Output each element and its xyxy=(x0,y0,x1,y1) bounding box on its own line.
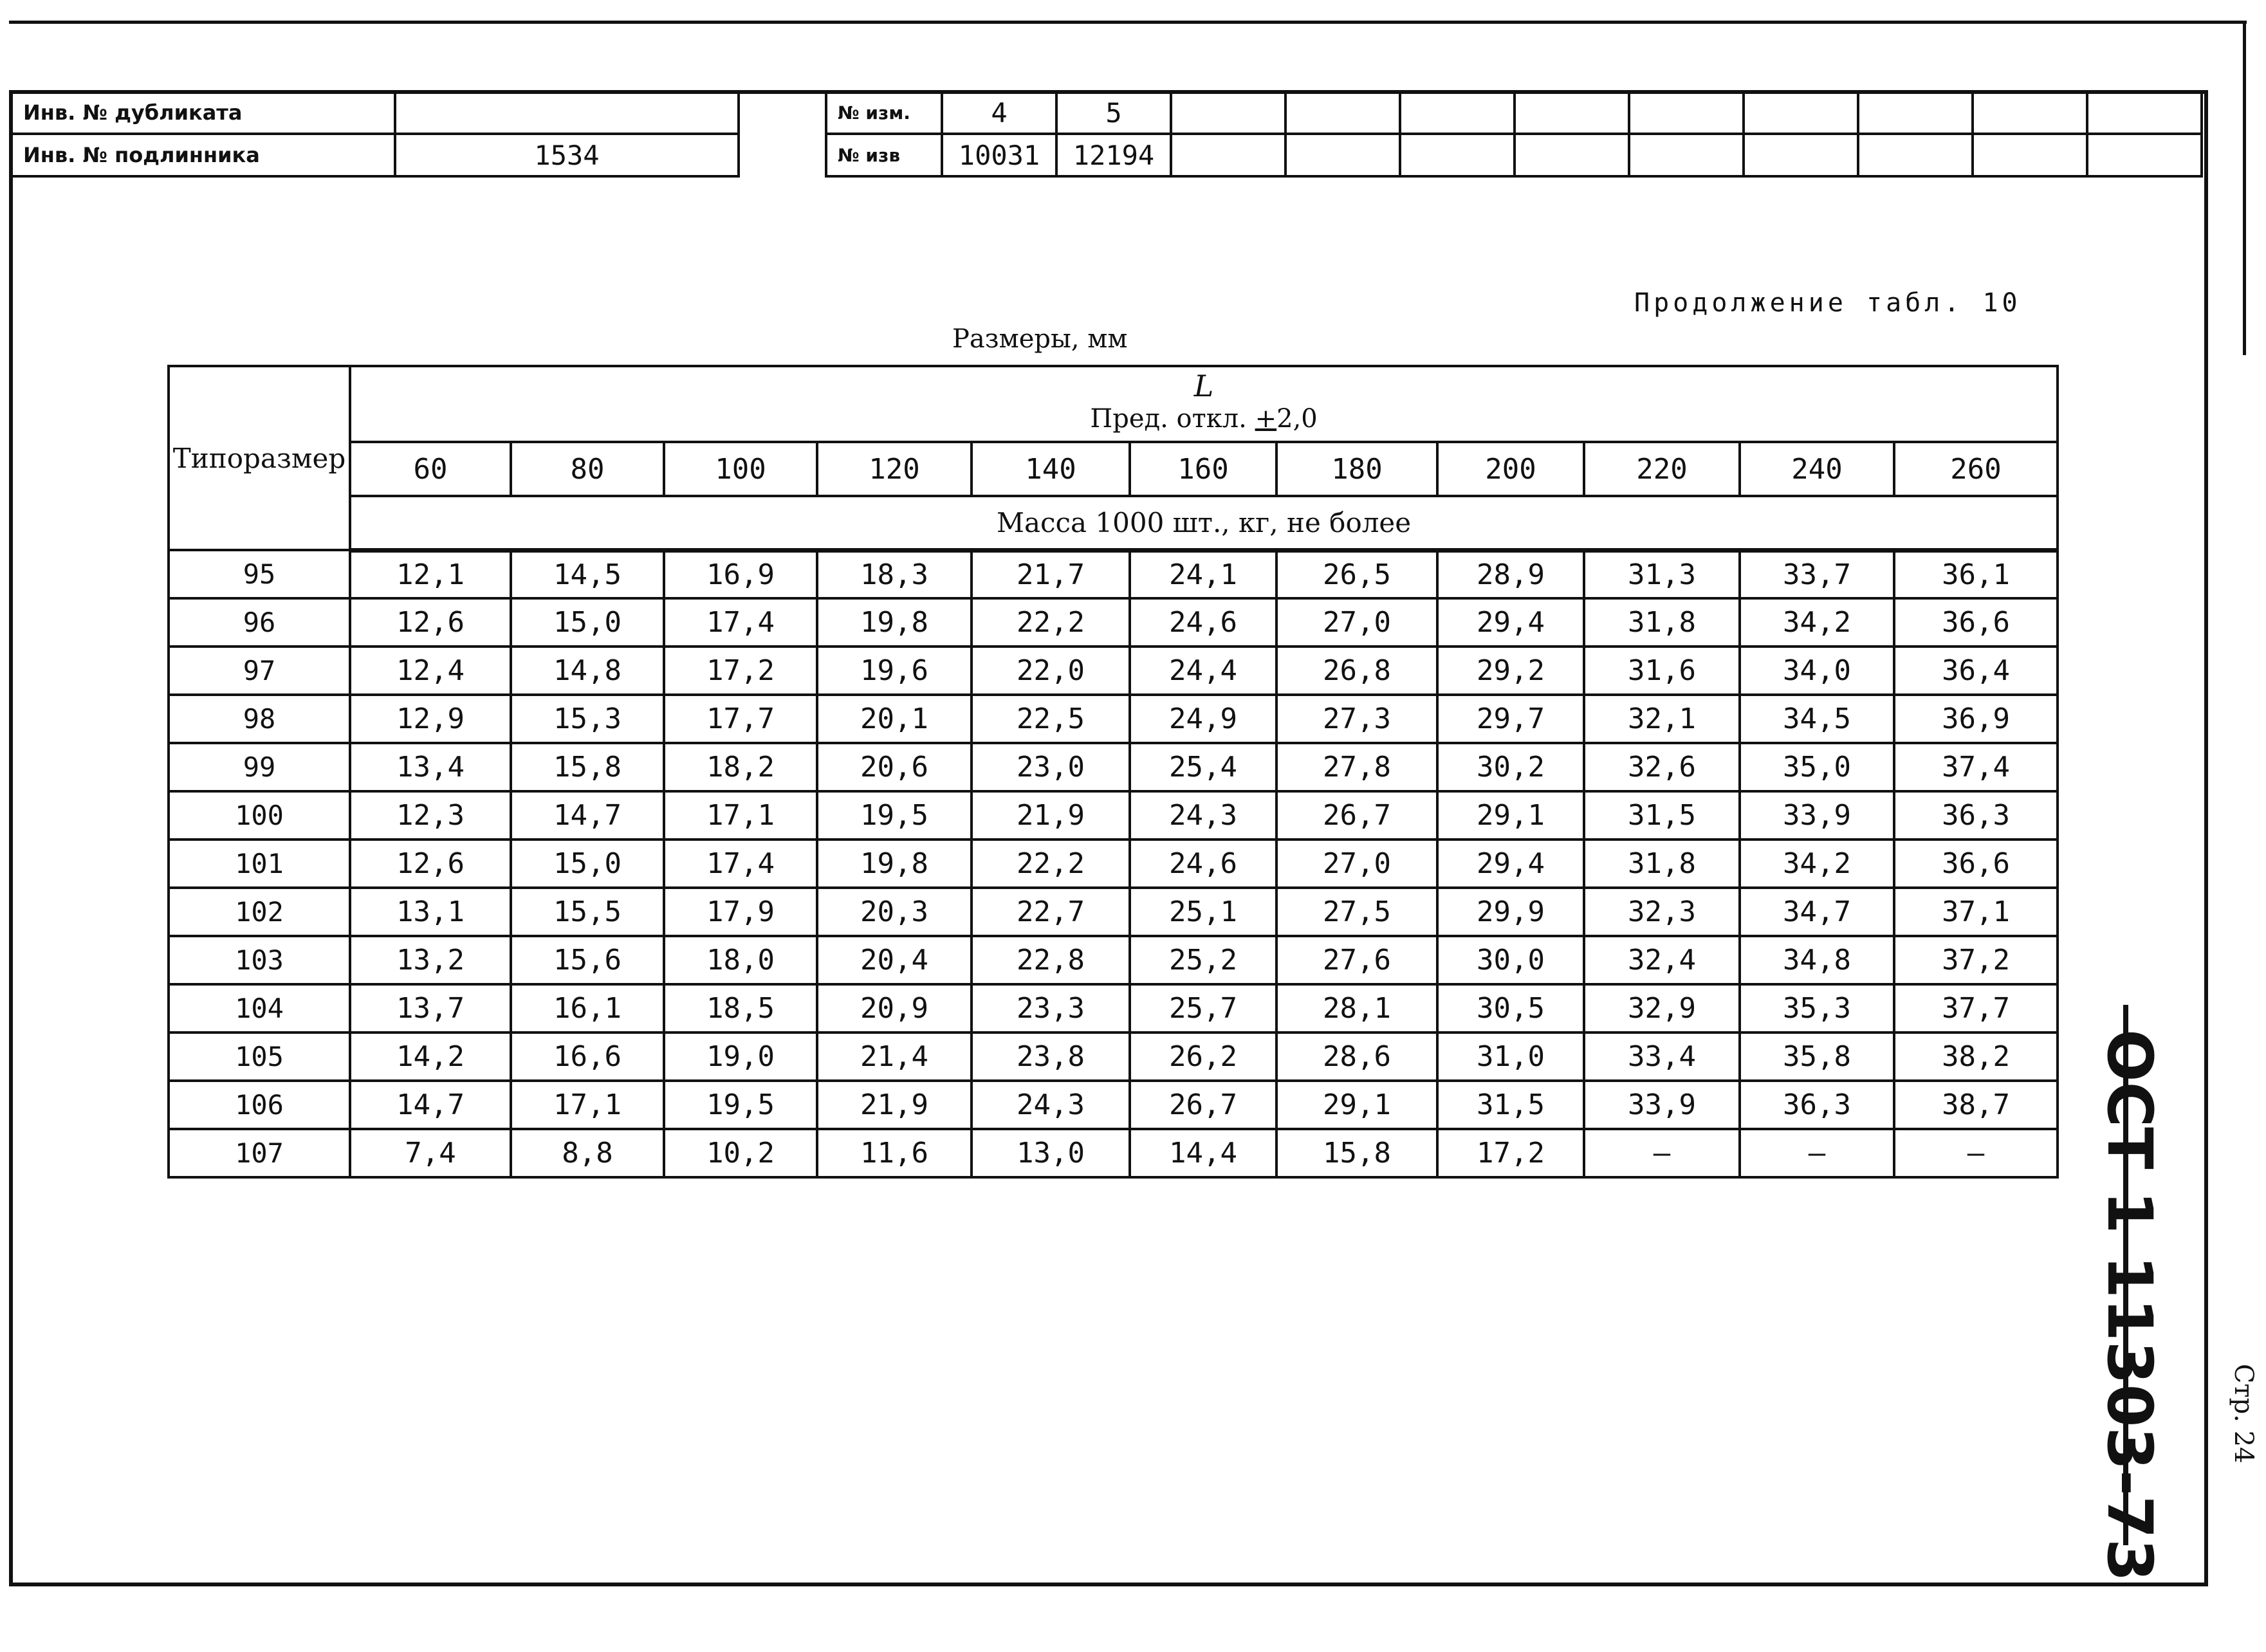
change-cell xyxy=(2087,91,2202,134)
notice-cell xyxy=(2087,134,2202,176)
mass-cell: 14,8 xyxy=(511,647,664,695)
notice-cell xyxy=(1858,134,1973,176)
mass-cell: 29,9 xyxy=(1437,888,1584,936)
table-row xyxy=(169,936,2058,984)
type-size-cell: 106 xyxy=(169,1081,350,1129)
type-size-cell: 104 xyxy=(169,984,350,1032)
mass-cell: 29,7 xyxy=(1437,695,1584,743)
notice-number-label: № изв xyxy=(826,134,942,176)
mass-cell: 34,2 xyxy=(1740,840,1894,888)
length-column-header: 220 xyxy=(1584,442,1740,496)
length-column-header: 80 xyxy=(511,442,664,496)
document-code: ОСТ 1 11303-73 xyxy=(2094,1029,2166,1582)
mass-cell: 19,5 xyxy=(664,1081,817,1129)
mass-cell: 16,1 xyxy=(511,984,664,1032)
mass-cell: 32,4 xyxy=(1584,936,1740,984)
mass-cell: 34,8 xyxy=(1740,936,1894,984)
length-column-header: 180 xyxy=(1276,442,1437,496)
type-size-cell: 103 xyxy=(169,936,350,984)
mass-cell: 19,8 xyxy=(817,598,972,647)
mass-cell: 11,6 xyxy=(817,1129,972,1177)
table-row xyxy=(169,1129,2058,1177)
mass-cell: 31,5 xyxy=(1584,791,1740,840)
mass-cell: 20,4 xyxy=(817,936,972,984)
mass-cell: 25,2 xyxy=(1130,936,1276,984)
table-row xyxy=(169,695,2058,743)
mass-cell: 32,3 xyxy=(1584,888,1740,936)
mass-table xyxy=(167,365,2059,1179)
mass-cell: 17,9 xyxy=(664,888,817,936)
mass-cell: 34,2 xyxy=(1740,598,1894,647)
mass-cell: 37,4 xyxy=(1894,743,2058,791)
mass-cell: 35,0 xyxy=(1740,743,1894,791)
mass-cell: 32,6 xyxy=(1584,743,1740,791)
notice-cell xyxy=(1400,134,1515,176)
notice-cell: 10031 xyxy=(942,134,1056,176)
type-size-cell: 101 xyxy=(169,840,350,888)
mass-cell: 24,3 xyxy=(1130,791,1276,840)
mass-cell: 27,0 xyxy=(1276,598,1437,647)
mass-cell: 14,4 xyxy=(1130,1129,1276,1177)
table-row xyxy=(169,598,2058,647)
mass-cell: 27,5 xyxy=(1276,888,1437,936)
mass-cell: 22,0 xyxy=(972,647,1130,695)
table-row xyxy=(169,888,2058,936)
tolerance-prefix: Пред. откл. xyxy=(1090,404,1255,434)
mass-cell: 33,4 xyxy=(1584,1032,1740,1081)
mass-cell: 17,2 xyxy=(1437,1129,1584,1177)
mass-cell: 37,2 xyxy=(1894,936,2058,984)
mass-cell: 23,3 xyxy=(972,984,1130,1032)
length-symbol: L xyxy=(1193,369,1214,403)
mass-cell: 34,5 xyxy=(1740,695,1894,743)
changes-stamp xyxy=(825,90,2203,178)
mass-cell: 18,3 xyxy=(817,550,972,598)
type-size-cell: 107 xyxy=(169,1129,350,1177)
mass-cell: 36,3 xyxy=(1740,1081,1894,1129)
mass-cell: 38,7 xyxy=(1894,1081,2058,1129)
mass-cell: 14,7 xyxy=(350,1081,511,1129)
mass-cell: 31,5 xyxy=(1437,1081,1584,1129)
mass-cell: 27,6 xyxy=(1276,936,1437,984)
mass-cell: 14,5 xyxy=(511,550,664,598)
type-size-cell: 99 xyxy=(169,743,350,791)
length-column-header: 140 xyxy=(972,442,1130,496)
notice-cell xyxy=(1285,134,1400,176)
mass-cell: 18,5 xyxy=(664,984,817,1032)
mass-header: Масса 1000 шт., кг, не более xyxy=(350,496,2058,550)
type-size-cell: 97 xyxy=(169,647,350,695)
mass-cell: – xyxy=(1584,1129,1740,1177)
mass-cell: 37,7 xyxy=(1894,984,2058,1032)
mass-cell: 16,6 xyxy=(511,1032,664,1081)
tolerance-value: 2,0 xyxy=(1276,404,1318,434)
mass-cell: 15,8 xyxy=(1276,1129,1437,1177)
mass-cell: 20,3 xyxy=(817,888,972,936)
mass-cell: 13,4 xyxy=(350,743,511,791)
mass-cell: 31,6 xyxy=(1584,647,1740,695)
mass-cell: 36,9 xyxy=(1894,695,2058,743)
length-column-header: 160 xyxy=(1130,442,1276,496)
change-cell xyxy=(1973,91,2087,134)
dimensions-caption: Размеры, мм xyxy=(952,324,1128,354)
mass-cell: 10,2 xyxy=(664,1129,817,1177)
mass-cell: 32,1 xyxy=(1584,695,1740,743)
table-row xyxy=(169,1032,2058,1081)
mass-cell: 24,6 xyxy=(1130,598,1276,647)
mass-cell: 12,3 xyxy=(350,791,511,840)
mass-cell: 35,3 xyxy=(1740,984,1894,1032)
mass-cell: 12,1 xyxy=(350,550,511,598)
mass-cell: 15,6 xyxy=(511,936,664,984)
mass-cell: 30,5 xyxy=(1437,984,1584,1032)
mass-cell: 28,6 xyxy=(1276,1032,1437,1081)
mass-cell: 37,1 xyxy=(1894,888,2058,936)
original-inv-label: Инв. № подлинника xyxy=(10,134,395,176)
top-border-line xyxy=(9,21,2247,24)
length-column-header: 260 xyxy=(1894,442,2058,496)
type-size-cell: 95 xyxy=(169,550,350,598)
mass-cell: 21,9 xyxy=(817,1081,972,1129)
mass-cell: 24,9 xyxy=(1130,695,1276,743)
length-column-header: 200 xyxy=(1437,442,1584,496)
mass-cell: 34,0 xyxy=(1740,647,1894,695)
mass-cell: 36,6 xyxy=(1894,840,2058,888)
mass-cell: 30,0 xyxy=(1437,936,1584,984)
change-cell xyxy=(1400,91,1515,134)
mass-cell: 29,2 xyxy=(1437,647,1584,695)
mass-cell: 28,9 xyxy=(1437,550,1584,598)
right-border-line xyxy=(2243,21,2246,355)
mass-cell: 36,1 xyxy=(1894,550,2058,598)
mass-cell: 33,9 xyxy=(1740,791,1894,840)
mass-cell: 22,2 xyxy=(972,840,1130,888)
mass-cell: 12,6 xyxy=(350,840,511,888)
duplicate-inv-value xyxy=(395,91,739,134)
original-inv-value: 1534 xyxy=(395,134,739,176)
mass-cell: 14,2 xyxy=(350,1032,511,1081)
change-cell: 5 xyxy=(1056,91,1171,134)
mass-cell: 31,8 xyxy=(1584,840,1740,888)
type-size-cell: 100 xyxy=(169,791,350,840)
length-column-header: 240 xyxy=(1740,442,1894,496)
mass-cell: 33,7 xyxy=(1740,550,1894,598)
mass-cell: 25,4 xyxy=(1130,743,1276,791)
notice-cell xyxy=(1515,134,1629,176)
mass-cell: 26,8 xyxy=(1276,647,1437,695)
mass-cell: 15,8 xyxy=(511,743,664,791)
type-size-cell: 98 xyxy=(169,695,350,743)
mass-cell: 8,8 xyxy=(511,1129,664,1177)
mass-cell: 27,3 xyxy=(1276,695,1437,743)
mass-cell: 24,3 xyxy=(972,1081,1130,1129)
mass-cell: 25,1 xyxy=(1130,888,1276,936)
mass-cell: 34,7 xyxy=(1740,888,1894,936)
type-size-cell: 96 xyxy=(169,598,350,647)
table-continuation-caption: Продолжение табл. 10 xyxy=(1634,288,2022,318)
mass-cell: – xyxy=(1894,1129,2058,1177)
change-cell xyxy=(1515,91,1629,134)
duplicate-inv-label: Инв. № дубликата xyxy=(10,91,395,134)
mass-cell: 13,1 xyxy=(350,888,511,936)
type-size-header: Типоразмер xyxy=(169,366,350,550)
mass-cell: 12,4 xyxy=(350,647,511,695)
change-number-label: № изм. xyxy=(826,91,942,134)
mass-cell: 21,9 xyxy=(972,791,1130,840)
mass-cell: 27,8 xyxy=(1276,743,1437,791)
mass-cell: 12,6 xyxy=(350,598,511,647)
mass-cell: 15,0 xyxy=(511,598,664,647)
mass-cell: 29,4 xyxy=(1437,840,1584,888)
mass-cell: 18,0 xyxy=(664,936,817,984)
mass-cell: 20,6 xyxy=(817,743,972,791)
mass-cell: 13,2 xyxy=(350,936,511,984)
type-size-cell: 105 xyxy=(169,1032,350,1081)
table-row xyxy=(169,791,2058,840)
change-cell xyxy=(1858,91,1973,134)
notice-cell xyxy=(1629,134,1744,176)
mass-cell: 22,2 xyxy=(972,598,1130,647)
tolerance-label xyxy=(351,401,2056,437)
table-row xyxy=(169,743,2058,791)
mass-cell: 21,4 xyxy=(817,1032,972,1081)
mass-cell: 13,0 xyxy=(972,1129,1130,1177)
mass-cell: 17,1 xyxy=(511,1081,664,1129)
mass-cell: 13,7 xyxy=(350,984,511,1032)
notice-cell: 12194 xyxy=(1056,134,1171,176)
change-cell xyxy=(1171,91,1285,134)
mass-cell: 26,2 xyxy=(1130,1032,1276,1081)
table-row xyxy=(169,550,2058,598)
mass-cell: 18,2 xyxy=(664,743,817,791)
inventory-stamp xyxy=(9,90,740,178)
mass-cell: 27,0 xyxy=(1276,840,1437,888)
mass-cell: 21,7 xyxy=(972,550,1130,598)
mass-cell: 36,3 xyxy=(1894,791,2058,840)
mass-cell: 23,8 xyxy=(972,1032,1130,1081)
mass-cell: 22,8 xyxy=(972,936,1130,984)
mass-cell: 17,4 xyxy=(664,598,817,647)
mass-cell: 20,1 xyxy=(817,695,972,743)
length-column-header: 100 xyxy=(664,442,817,496)
change-cell xyxy=(1744,91,1858,134)
mass-cell: 12,9 xyxy=(350,695,511,743)
mass-cell: 19,6 xyxy=(817,647,972,695)
mass-cell: 17,4 xyxy=(664,840,817,888)
mass-cell: 36,4 xyxy=(1894,647,2058,695)
notice-cell xyxy=(1171,134,1285,176)
mass-cell: 26,5 xyxy=(1276,550,1437,598)
mass-cell: 14,7 xyxy=(511,791,664,840)
mass-cell: 25,7 xyxy=(1130,984,1276,1032)
table-row xyxy=(169,647,2058,695)
tolerance-sign: + xyxy=(1255,404,1277,434)
mass-cell: 29,1 xyxy=(1437,791,1584,840)
mass-cell: 19,8 xyxy=(817,840,972,888)
mass-cell: 24,1 xyxy=(1130,550,1276,598)
mass-cell: 31,8 xyxy=(1584,598,1740,647)
mass-cell: 16,9 xyxy=(664,550,817,598)
length-column-header: 120 xyxy=(817,442,972,496)
page-number: Стр. 24 xyxy=(2229,1364,2258,1464)
mass-cell: 22,5 xyxy=(972,695,1130,743)
change-cell xyxy=(1629,91,1744,134)
mass-cell: 24,6 xyxy=(1130,840,1276,888)
mass-cell: 31,3 xyxy=(1584,550,1740,598)
change-cell: 4 xyxy=(942,91,1056,134)
mass-cell: 29,1 xyxy=(1276,1081,1437,1129)
mass-cell: 15,5 xyxy=(511,888,664,936)
mass-cell: 22,7 xyxy=(972,888,1130,936)
mass-cell: 28,1 xyxy=(1276,984,1437,1032)
mass-cell: 24,4 xyxy=(1130,647,1276,695)
mass-cell: 15,0 xyxy=(511,840,664,888)
change-cell xyxy=(1285,91,1400,134)
mass-cell: 7,4 xyxy=(350,1129,511,1177)
mass-cell: 29,4 xyxy=(1437,598,1584,647)
mass-cell: 33,9 xyxy=(1584,1081,1740,1129)
notice-cell xyxy=(1744,134,1858,176)
mass-cell: 20,9 xyxy=(817,984,972,1032)
mass-cell: 23,0 xyxy=(972,743,1130,791)
table-row xyxy=(169,1081,2058,1129)
mass-cell: 17,1 xyxy=(664,791,817,840)
mass-cell: 36,6 xyxy=(1894,598,2058,647)
type-size-cell: 102 xyxy=(169,888,350,936)
mass-cell: 31,0 xyxy=(1437,1032,1584,1081)
mass-cell: 26,7 xyxy=(1130,1081,1276,1129)
mass-cell: 17,7 xyxy=(664,695,817,743)
notice-cell xyxy=(1973,134,2087,176)
mass-cell: 26,7 xyxy=(1276,791,1437,840)
table-row xyxy=(169,984,2058,1032)
mass-cell: – xyxy=(1740,1129,1894,1177)
mass-cell: 19,5 xyxy=(817,791,972,840)
mass-cell: 19,0 xyxy=(664,1032,817,1081)
mass-cell: 32,9 xyxy=(1584,984,1740,1032)
mass-cell: 17,2 xyxy=(664,647,817,695)
mass-cell: 15,3 xyxy=(511,695,664,743)
mass-cell: 30,2 xyxy=(1437,743,1584,791)
length-header xyxy=(350,366,2058,442)
length-column-header: 60 xyxy=(350,442,511,496)
table-row xyxy=(169,840,2058,888)
mass-cell: 35,8 xyxy=(1740,1032,1894,1081)
mass-cell: 38,2 xyxy=(1894,1032,2058,1081)
